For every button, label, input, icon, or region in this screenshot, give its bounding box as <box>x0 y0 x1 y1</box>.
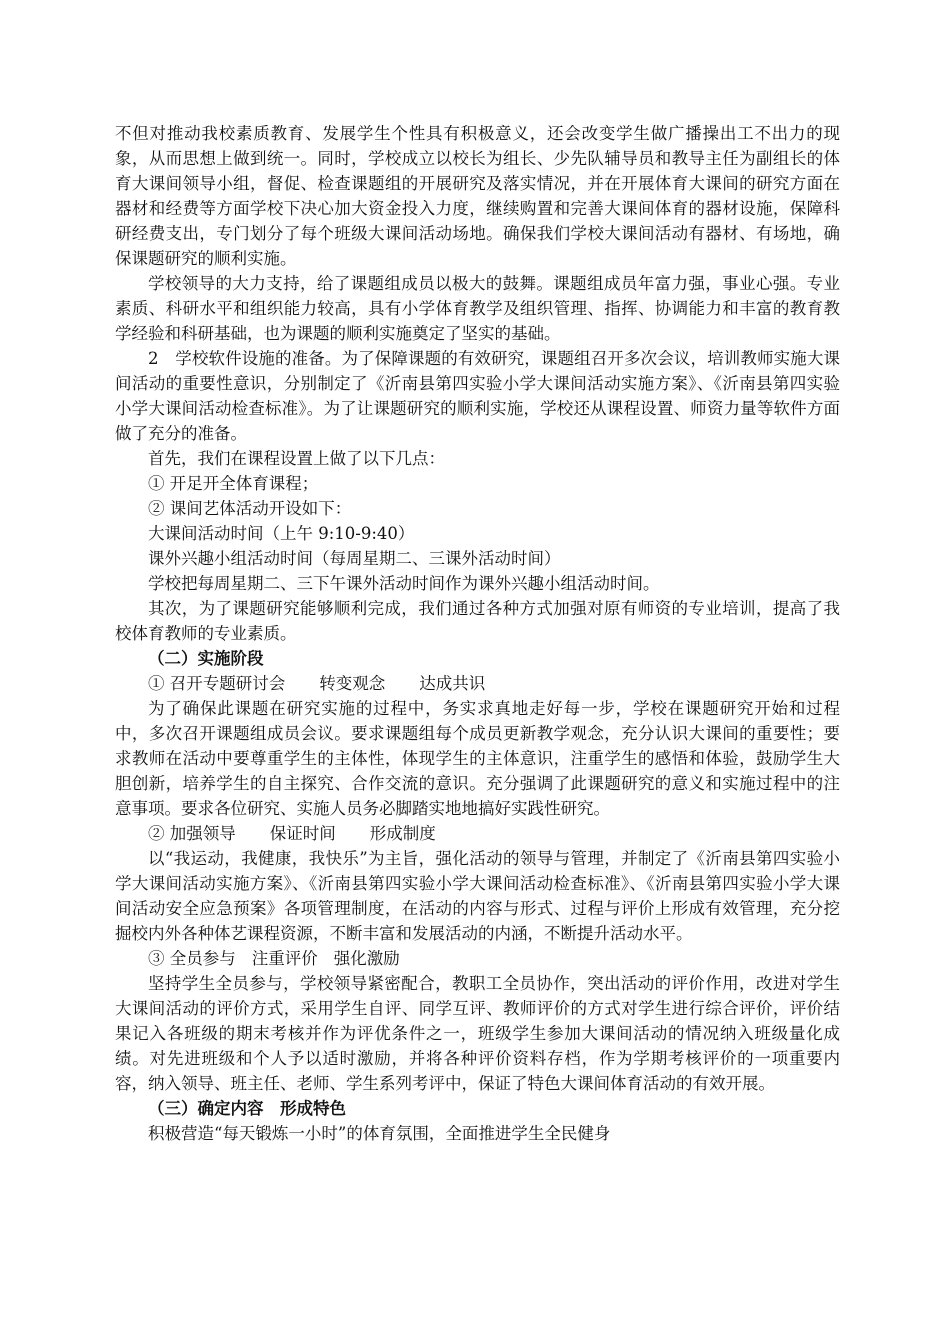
paragraph-software-preparation: 2 学校软件设施的准备。为了保障课题的有效研究，课题组召开多次会议，培训教师实施大课间活动的重要性意识，分别制定了《沂南县第四实验小学大课间活动实施方案》、《沂南县第四实验小学大课间活动检查标准》。为了让课题研究的顺利实施，学校还从课程设置、师资力量等软件方面做了充分的准备。 <box>115 349 840 443</box>
subheading-leadership-part3: 形成制度 <box>369 824 436 843</box>
subheading-participation-part3: 强化激励 <box>333 949 400 968</box>
subheading-leadership-part2: 保证时间 <box>269 824 336 843</box>
subheading-leadership <box>115 821 840 846</box>
paragraph-participation: 坚持学生全员参与，学校领导紧密配合，教职工全员协作，突出活动的评价作用，改进对学生大课间活动的评价方式，采用学生自评、同学互评、教师评价的方式对学生进行综合评价，评价结果记入各班级的期末考核并作为评优条件之一，班级学生参加大课间活动的情况纳入班级量化成绩。对先进班级和个人予以适时激励，并将各种评价资料存档，作为学期考核评价的一项重要内容，纳入领导、班主任、老师、学生系列考评中，保证了特色大课间体育活动的有效开展。 <box>115 974 840 1093</box>
subheading-participation-part2: 注重评价 <box>251 949 318 968</box>
paragraph-daily-exercise: 积极营造“每天锻炼一小时”的体育氛围，全面推进学生全民健身 <box>148 1124 611 1143</box>
list-item-interest-group-time: 课外兴趣小组活动时间（每周星期二、三课外活动时间） <box>148 549 561 568</box>
paragraph-teacher-training: 其次，为了课题研究能够顺利完成，我们通过各种方式加强对原有师资的专业培训，提高了我校体育教师的专业素质。 <box>115 599 840 643</box>
subheading-seminar-part3: 达成共识 <box>419 674 486 693</box>
document-body <box>115 121 840 1146</box>
section-heading-content: （三）确定内容 形成特色 <box>148 1099 346 1118</box>
subheading-seminar-part1: ① 召开专题研讨会 <box>148 674 286 693</box>
subheading-participation <box>115 946 840 971</box>
list-item-activities: ② 课间艺体活动开设如下： <box>148 499 352 518</box>
subheading-seminar <box>115 671 840 696</box>
paragraph-leadership-support: 不但对推动我校素质教育、发展学生个性具有积极意义，还会改变学生做广播操出工不出力的现象，从而思想上做到统一。同时，学校成立以校长为组长、少先队辅导员和教导主任为副组长的体育大课间领导小组，督促、检查课题组的开展研究及落实情况，并在开展体育大课间的研究方面在器材和经费等方面学校下决心加大资金投入力度，继续购置和完善大课间体育的器材设施，保障科研经费支出，专门划分了每个班级大课间活动场地。确保我们学校大课间活动有器材、有场地，确保课题研究的顺利实施。 <box>115 124 840 268</box>
list-item-big-break-time: 大课间活动时间（上午 9:10-9:40） <box>148 524 415 543</box>
paragraph-seminar: 为了确保此课题在研究实施的过程中，务实求真地走好每一步，学校在课题研究开始和过程中，多次召开课题组成员会议。要求课题组每个成员更新教学观念，充分认识大课间的重要性；要求教师在活动中要尊重学生的主体性，体现学生的主体意识，注重学生的感悟和体验，鼓励学生大胆创新，培养学生的自主探究、合作交流的意识。充分强调了此课题研究的意义和实施过程中的注意事项。要求各位研究、实施人员务必脚踏实地地搞好实践性研究。 <box>115 699 840 818</box>
list-item-pe-courses: ① 开足开全体育课程； <box>148 474 319 493</box>
subheading-seminar-part2: 转变观念 <box>319 674 386 693</box>
subheading-participation-part1: ③ 全员参与 <box>148 949 236 968</box>
paragraph-leadership: 以“我运动，我健康，我快乐”为主旨，强化活动的领导与管理，并制定了《沂南县第四实验小学大课间活动实施方案》、《沂南县第四实验小学大课间活动检查标准》、《沂南县第四实验小学大课间活动安全应急预案》各项管理制度，在活动的内容与形式、过程与评价上形成有效管理，充分挖掘校内外各种体艺课程资源，不断丰富和发展活动的内涵，不断提升活动水平。 <box>115 849 840 943</box>
paragraph-curriculum-intro: 首先，我们在课程设置上做了以下几点： <box>148 449 445 468</box>
list-item-afternoon-schedule: 学校把每周星期二、三下午课外活动时间作为课外兴趣小组活动时间。 <box>148 574 660 593</box>
paragraph-team-members: 学校领导的大力支持，给了课题组成员以极大的鼓舞。课题组成员年富力强，事业心强。专业素质、科研水平和组织能力较高，具有小学体育教学及组织管理、指挥、协调能力和丰富的教育教学经验和科研基础，也为课题的顺利实施奠定了坚实的基础。 <box>115 274 840 343</box>
subheading-leadership-part1: ② 加强领导 <box>148 824 236 843</box>
section-heading-implementation: （二）实施阶段 <box>148 649 264 668</box>
